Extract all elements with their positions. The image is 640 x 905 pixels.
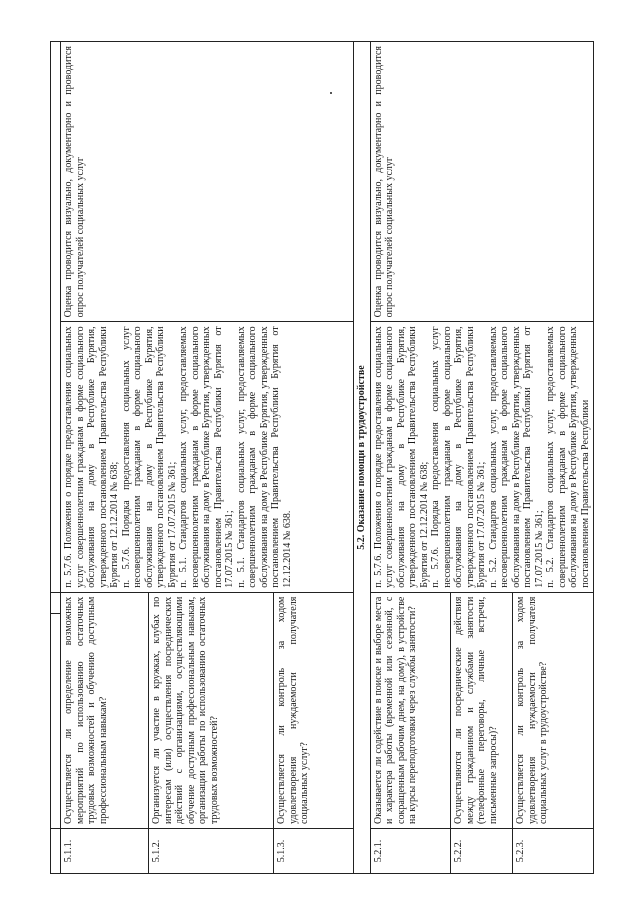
assessment-method: Оценка проводится визуально, документарно и проводится опрос получателей социальных услуг — [61, 42, 354, 322]
section-row — [354, 42, 371, 874]
row-number: 5.1.1. — [61, 828, 149, 873]
table-row — [61, 42, 149, 874]
row-number: 5.1.3. — [274, 828, 354, 873]
section-title: 5.2. Оказание помощи в трудоустройстве — [354, 42, 371, 874]
assessment-method: Оценка проводится визуально, документарно и проводится опрос получателей социальных услуг — [370, 42, 594, 322]
criterion-question: Организуется ли участие в кружках, клубах по интересам (или) осуществления посреднических действий с организациями, осуществляющими обучение доступным профессиональным навыкам, организации работы по использованию остаточных трудовых возможностей? — [149, 592, 274, 828]
regulation-item: п. 5.1. Стандартов социальных услуг, предоставляемых несовершеннолетним гражданам в форме социального обслуживания на дому в Республике Бурятия, утвержденных постановлением Правительства Республики Бурятия от 17.07.2015 № 361; — [178, 326, 235, 588]
regulation-references — [370, 322, 594, 592]
table-row — [370, 42, 451, 874]
criterion-question: Осуществляется ли определение возможных мероприятий по использованию остаточных трудовых возможностей и обучению доступным профессиональным навыкам? — [61, 592, 149, 828]
row-number: 5.1.2. — [149, 828, 274, 873]
regulation-item: п. 5.7.6. Положения о порядке предоставления социальных услуг совершеннолетним гражданам в форме социального обслуживания на дому в Республике Бурятия, утвержденного постановлением Правительства Республики Бурятия от 12.12.2014 № 638; — [63, 326, 120, 588]
row-number: 5.2.3. — [513, 828, 594, 873]
regulation-item: п. 5.2. Стандартов социальных услуг, предоставляемых несовершеннолетним гражданам в форме социального обслуживания на дому в Республике Бурятия, утвержденных постановлением Правительства Республики Бурятия от 17.07.2015 № 361; — [487, 326, 545, 588]
regulation-references — [61, 322, 354, 592]
criterion-question: Осуществляется ли контроль за ходом удовлетворения нуждаемости получателя социальных услуг? — [274, 592, 354, 828]
criterion-question: Оказывается ли содействие в поиске и выборе места и характера работы (временной или сезонной, с сокращенным рабочим днем, на дому), в устройстве на курсы переподготовки через службы занятости? — [370, 592, 451, 828]
row-number: 5.2.2. — [451, 828, 513, 873]
row-number: 5.2.1. — [370, 828, 451, 873]
table-row-top-edge — [51, 42, 61, 874]
criterion-question: Осуществляются ли посреднические действия между гражданином и службами занятости (телефонные переговоры, личные встречи, письменные запросы)? — [451, 592, 513, 828]
rotated-table-sheet — [50, 41, 598, 874]
regulation-item: п. 5.7.6. Положения о порядке предоставления социальных услуг совершеннолетним гражданам в форме социального обслуживания на дому в Республике Бурятия, утвержденного постановлением Правительства Республики Бурятия от 12.12.2014 № 638; — [372, 326, 430, 588]
regulation-item: п. 5.7.6. Порядка предоставления социальных услуг несовершеннолетним гражданам в форме социального обслуживания на дому в Республике Бурятия, утвержденного постановлением Правительства Республики Бурятия от 17.07.2015 № 361; — [430, 326, 487, 588]
cell — [51, 42, 61, 593]
cell — [51, 828, 61, 873]
regulation-item: п. 5.1. Стандартов социальных услуг, предоставляемых совершеннолетним гражданам в форме социального обслуживания на дому в Республике Бурятия, утвержденных постановлением Правительства Республики Бурятия от 12.12.2014 № 638. — [235, 326, 293, 588]
criteria-table — [50, 41, 594, 874]
regulation-item: п. 5.7.6. Порядка предоставления социальных услуг несовершеннолетним гражданам в форме социального обслуживания на дому в Республике Бурятия, утвержденного постановлением Правительства Республики Бурятия от 17.07.2015 № 361; — [120, 326, 178, 588]
cell — [51, 592, 61, 613]
regulation-item: п. 5.2. Стандартов социальных услуг, предоставляемых совершеннолетним гражданам в форме социального обслуживания на дому в Республике Бурятия, утвержденных постановлением Правительства Республики — [545, 326, 591, 588]
cell — [51, 613, 61, 828]
criterion-question: Осуществляется ли контроль за ходом удовлетворения нуждаемости получателя социальных услуг в трудоустройстве? — [513, 592, 594, 828]
